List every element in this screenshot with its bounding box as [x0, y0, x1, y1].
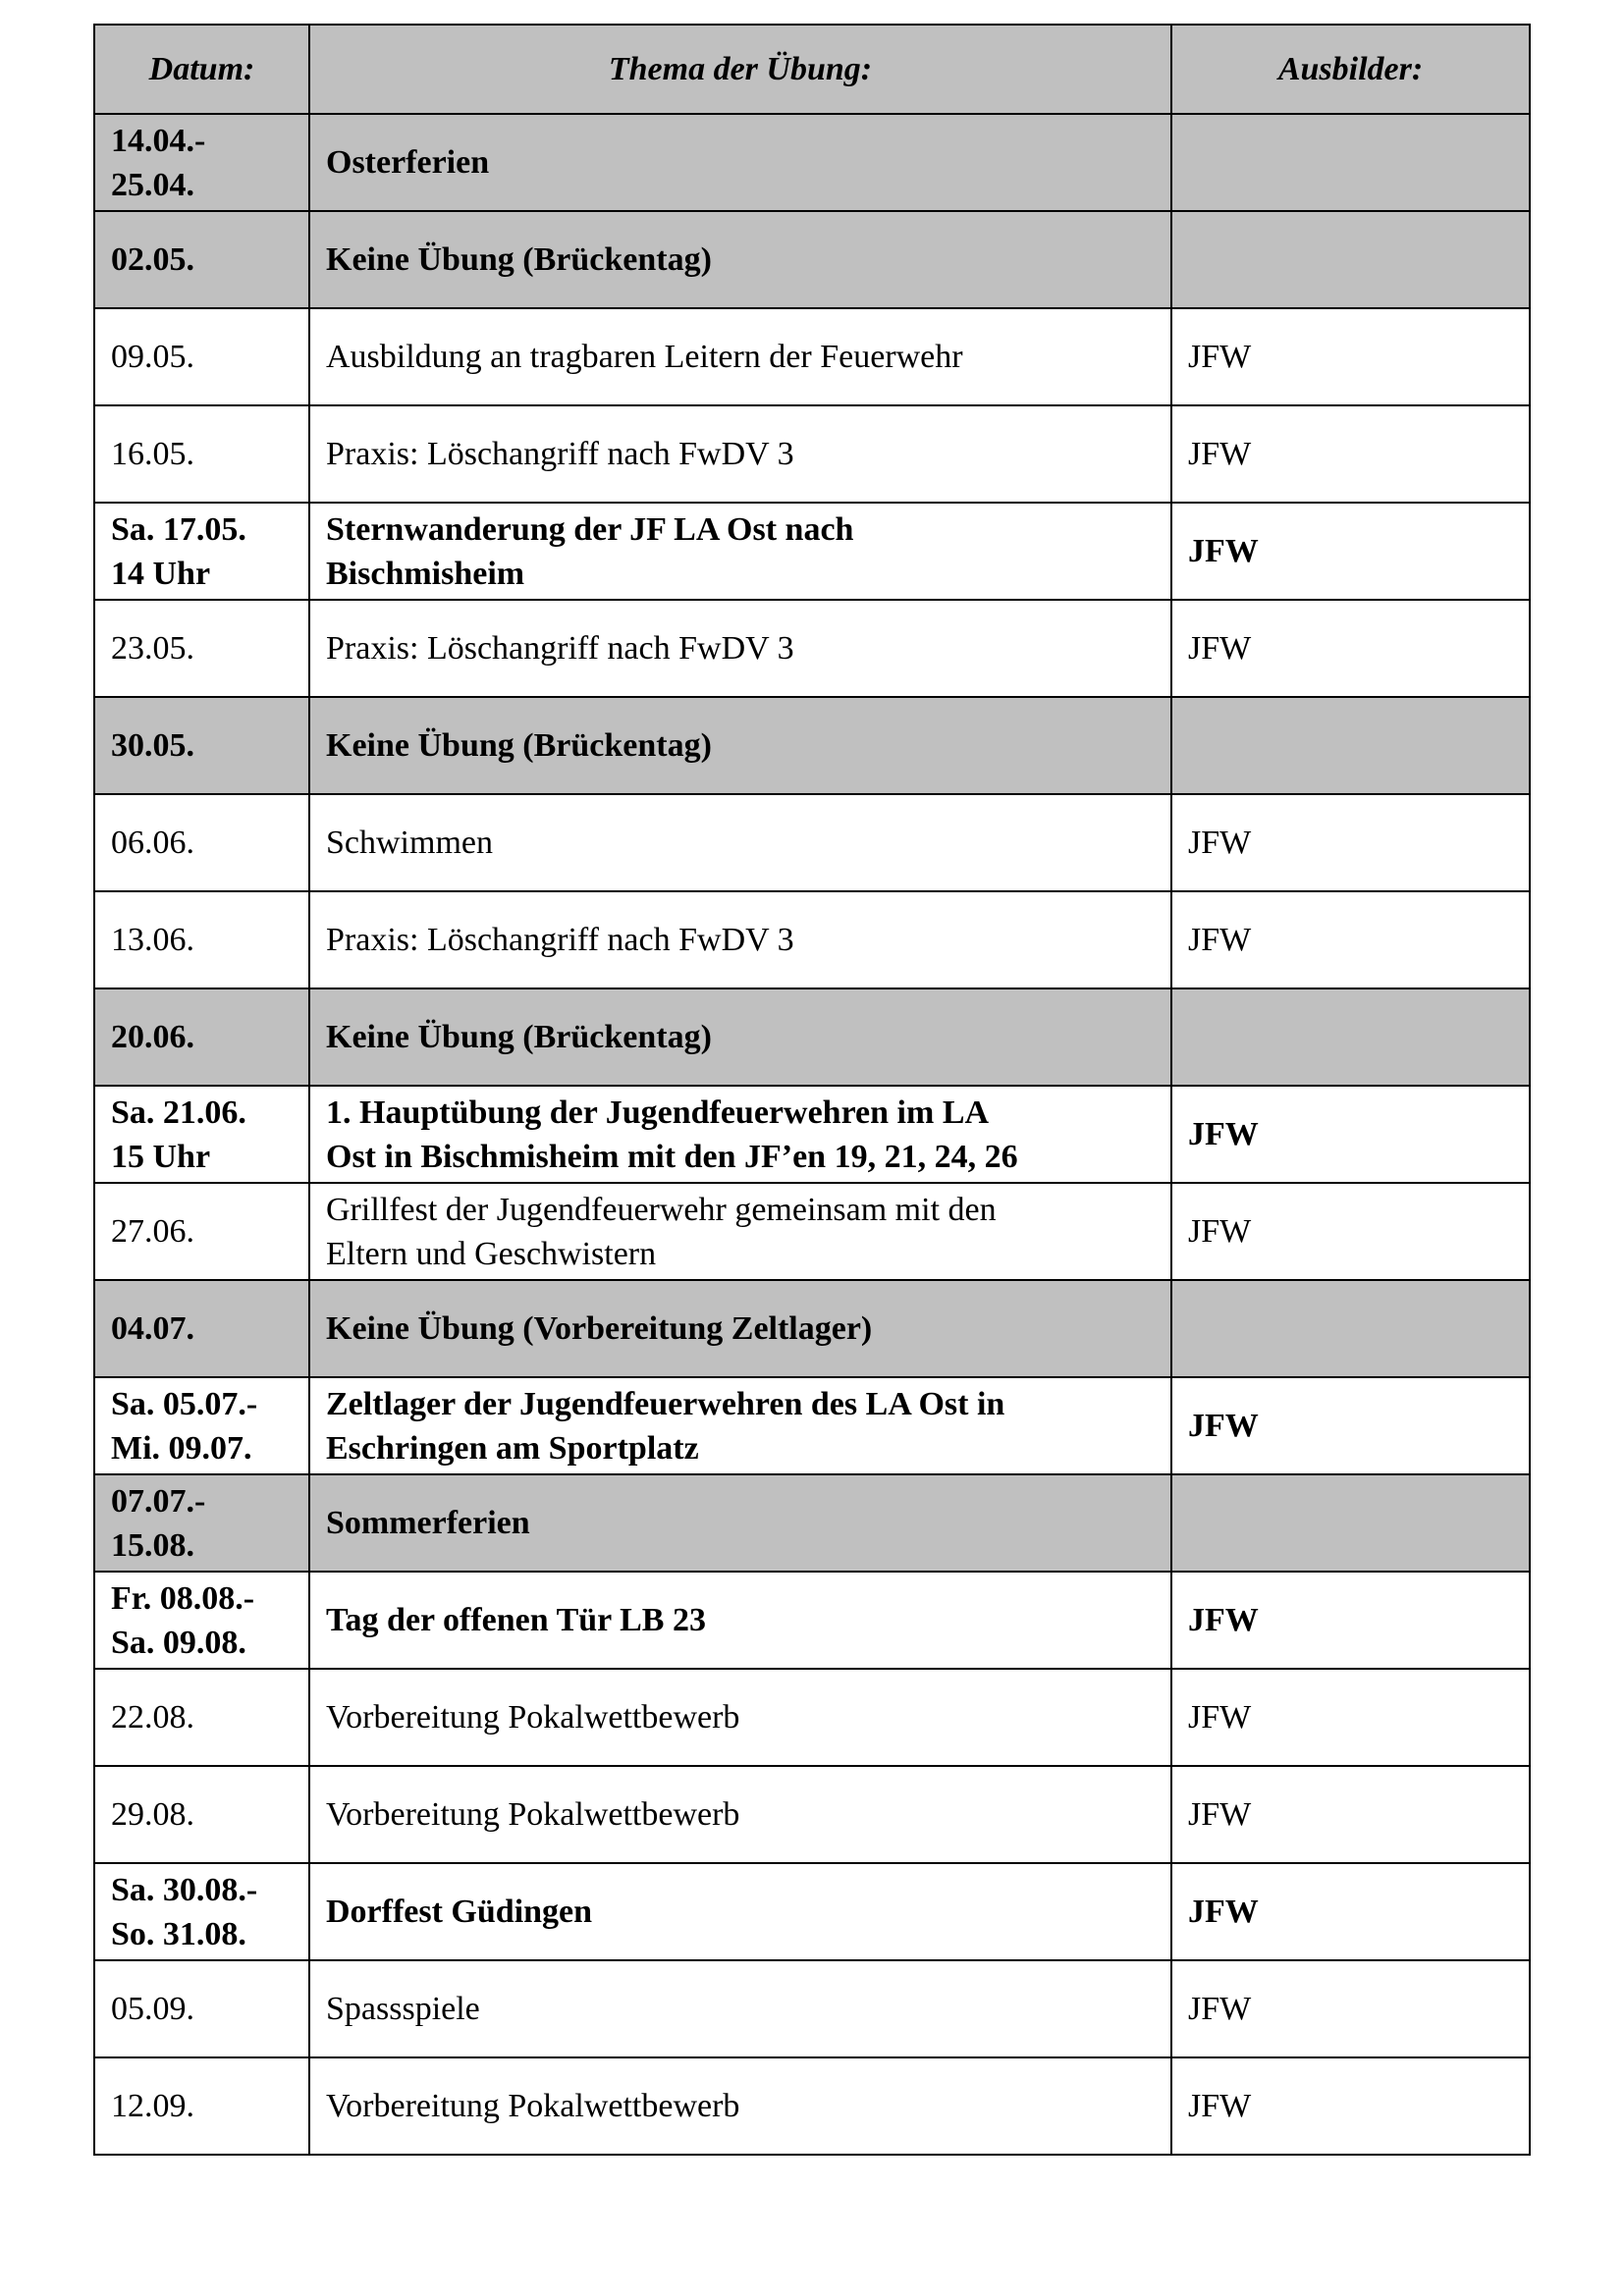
cell-date: [94, 1669, 309, 1766]
topic-text: Vorbereitung Pokalwettbewerb: [326, 1796, 740, 1833]
cell-date: [94, 2057, 309, 2155]
topic-text: Sommerferien: [326, 1505, 530, 1541]
cell-trainer: [1171, 1474, 1530, 1572]
trainer-text: JFW: [1188, 1699, 1252, 1735]
cell-trainer: [1171, 211, 1530, 308]
cell-trainer: [1171, 1183, 1530, 1280]
topic-text: Keine Übung (Brückentag): [326, 727, 712, 764]
topic-text: Vorbereitung Pokalwettbewerb: [326, 2088, 740, 2124]
date-text: Fr. 08.08.- Sa. 09.08.: [111, 1579, 255, 1661]
table-row: [94, 405, 1530, 503]
training-schedule-table: [93, 24, 1531, 2156]
trainer-text: JFW: [1188, 436, 1252, 472]
table-row: [94, 988, 1530, 1086]
cell-date: [94, 697, 309, 794]
cell-topic: [309, 1474, 1171, 1572]
table-header-row: [94, 25, 1530, 114]
table-row: [94, 1863, 1530, 1960]
topic-text: Keine Übung (Brückentag): [326, 1019, 712, 1055]
table-row: [94, 697, 1530, 794]
cell-date: [94, 1280, 309, 1377]
topic-text: Zeltlager der Jugendfeuerwehren des LA Ost in Eschringen am Sportplatz: [326, 1385, 1005, 1467]
trainer-text: JFW: [1188, 1991, 1252, 2027]
cell-date: [94, 600, 309, 697]
topic-text: Praxis: Löschangriff nach FwDV 3: [326, 922, 794, 958]
trainer-text: JFW: [1188, 630, 1252, 667]
cell-topic: [309, 1669, 1171, 1766]
cell-date: [94, 1960, 309, 2057]
cell-trainer: [1171, 308, 1530, 405]
cell-topic: [309, 1766, 1171, 1863]
topic-text: Sternwanderung der JF LA Ost nach Bischmisheim: [326, 510, 854, 592]
table-row: [94, 211, 1530, 308]
cell-topic: [309, 988, 1171, 1086]
table-row: [94, 794, 1530, 891]
table-row: [94, 2057, 1530, 2155]
table-row: [94, 1086, 1530, 1183]
cell-date: [94, 308, 309, 405]
cell-topic: [309, 1572, 1171, 1669]
cell-topic: [309, 1086, 1171, 1183]
cell-trainer: [1171, 697, 1530, 794]
header-date: Datum:: [94, 25, 309, 114]
table-body: [94, 114, 1530, 2155]
table-row: [94, 600, 1530, 697]
cell-trainer: [1171, 1960, 1530, 2057]
topic-text: Grillfest der Jugendfeuerwehr gemeinsam mit den Eltern und Geschwistern: [326, 1191, 997, 1272]
table-row: [94, 114, 1530, 211]
cell-topic: [309, 211, 1171, 308]
cell-date: [94, 1766, 309, 1863]
topic-text: Schwimmen: [326, 825, 493, 861]
topic-text: Tag der offenen Tür LB 23: [326, 1602, 706, 1638]
cell-trainer: [1171, 600, 1530, 697]
topic-text: Dorffest Güdingen: [326, 1894, 593, 1930]
trainer-text: JFW: [1188, 1408, 1259, 1444]
cell-topic: [309, 794, 1171, 891]
cell-date: [94, 503, 309, 600]
cell-topic: [309, 1183, 1171, 1280]
table-row: [94, 1572, 1530, 1669]
date-text: 22.08.: [111, 1699, 194, 1735]
cell-trainer: [1171, 891, 1530, 988]
cell-date: [94, 1183, 309, 1280]
date-text: Sa. 30.08.- So. 31.08.: [111, 1871, 258, 1952]
trainer-text: JFW: [1188, 533, 1259, 569]
table-row: [94, 308, 1530, 405]
trainer-text: JFW: [1188, 1213, 1252, 1250]
table-row: [94, 1766, 1530, 1863]
date-text: 29.08.: [111, 1796, 194, 1833]
cell-topic: [309, 503, 1171, 600]
cell-topic: [309, 114, 1171, 211]
cell-date: [94, 794, 309, 891]
cell-topic: [309, 2057, 1171, 2155]
trainer-text: JFW: [1188, 922, 1252, 958]
cell-trainer: [1171, 2057, 1530, 2155]
cell-trainer: [1171, 1086, 1530, 1183]
date-text: 16.05.: [111, 436, 194, 472]
cell-date: [94, 114, 309, 211]
topic-text: Osterferien: [326, 144, 490, 181]
cell-trainer: [1171, 1572, 1530, 1669]
cell-trainer: [1171, 503, 1530, 600]
table-row: [94, 1280, 1530, 1377]
date-text: 27.06.: [111, 1213, 194, 1250]
cell-date: [94, 988, 309, 1086]
cell-topic: [309, 1960, 1171, 2057]
topic-text: Spassspiele: [326, 1991, 480, 2027]
date-text: 09.05.: [111, 339, 194, 375]
table-row: [94, 1474, 1530, 1572]
cell-trainer: [1171, 1669, 1530, 1766]
table-row: [94, 1960, 1530, 2057]
cell-topic: [309, 600, 1171, 697]
topic-text: Keine Übung (Vorbereitung Zeltlager): [326, 1310, 873, 1347]
trainer-text: JFW: [1188, 825, 1252, 861]
cell-trainer: [1171, 1280, 1530, 1377]
cell-date: [94, 891, 309, 988]
cell-trainer: [1171, 1863, 1530, 1960]
trainer-text: JFW: [1188, 2088, 1252, 2124]
cell-topic: [309, 891, 1171, 988]
topic-text: Praxis: Löschangriff nach FwDV 3: [326, 630, 794, 667]
cell-date: [94, 211, 309, 308]
table-row: [94, 1377, 1530, 1474]
topic-text: 1. Hauptübung der Jugendfeuerwehren im LA Ost in Bischmisheim mit den JF’en 19, 21, 24, 26: [326, 1094, 1018, 1175]
cell-trainer: [1171, 794, 1530, 891]
date-text: 04.07.: [111, 1310, 194, 1347]
cell-trainer: [1171, 1377, 1530, 1474]
header-topic: Thema der Übung:: [309, 25, 1171, 114]
date-text: Sa. 17.05. 14 Uhr: [111, 510, 246, 592]
table-row: [94, 503, 1530, 600]
trainer-text: JFW: [1188, 339, 1252, 375]
table-row: [94, 1669, 1530, 1766]
cell-date: [94, 1474, 309, 1572]
topic-text: Keine Übung (Brückentag): [326, 241, 712, 278]
date-text: 02.05.: [111, 241, 194, 278]
topic-text: Ausbildung an tragbaren Leitern der Feuerwehr: [326, 339, 963, 375]
trainer-text: JFW: [1188, 1602, 1259, 1638]
cell-date: [94, 1572, 309, 1669]
cell-trainer: [1171, 114, 1530, 211]
topic-text: Vorbereitung Pokalwettbewerb: [326, 1699, 740, 1735]
cell-topic: [309, 1280, 1171, 1377]
date-text: 13.06.: [111, 922, 194, 958]
cell-trainer: [1171, 988, 1530, 1086]
cell-topic: [309, 405, 1171, 503]
cell-topic: [309, 1863, 1171, 1960]
trainer-text: JFW: [1188, 1796, 1252, 1833]
cell-trainer: [1171, 405, 1530, 503]
cell-date: [94, 1086, 309, 1183]
cell-date: [94, 1863, 309, 1960]
cell-topic: [309, 308, 1171, 405]
cell-date: [94, 1377, 309, 1474]
table-row: [94, 891, 1530, 988]
cell-trainer: [1171, 1766, 1530, 1863]
date-text: Sa. 21.06. 15 Uhr: [111, 1094, 246, 1175]
date-text: 07.07.- 15.08.: [111, 1482, 206, 1564]
cell-date: [94, 405, 309, 503]
cell-topic: [309, 697, 1171, 794]
date-text: 06.06.: [111, 825, 194, 861]
trainer-text: JFW: [1188, 1116, 1259, 1152]
cell-topic: [309, 1377, 1171, 1474]
header-trainer: Ausbilder:: [1171, 25, 1530, 114]
date-text: 05.09.: [111, 1991, 194, 2027]
topic-text: Praxis: Löschangriff nach FwDV 3: [326, 436, 794, 472]
table-row: [94, 1183, 1530, 1280]
date-text: 14.04.- 25.04.: [111, 122, 206, 203]
date-text: 23.05.: [111, 630, 194, 667]
trainer-text: JFW: [1188, 1894, 1259, 1930]
date-text: 30.05.: [111, 727, 194, 764]
date-text: 12.09.: [111, 2088, 194, 2124]
date-text: Sa. 05.07.- Mi. 09.07.: [111, 1385, 258, 1467]
date-text: 20.06.: [111, 1019, 194, 1055]
